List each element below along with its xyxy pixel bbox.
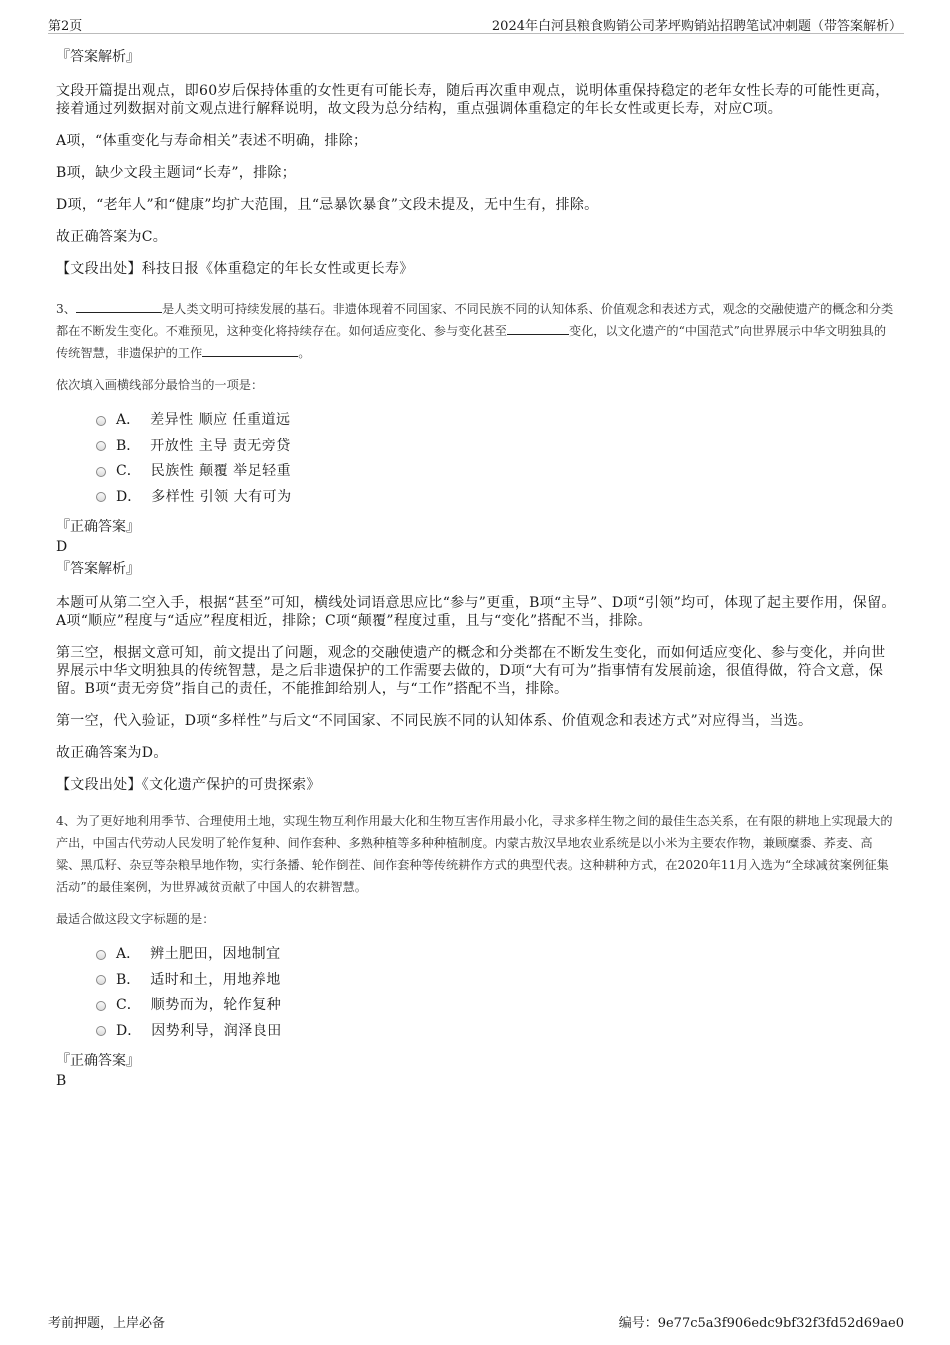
- option-list: [96, 408, 896, 510]
- analysis-paragraph: 本题可从第二空入手，根据“甚至”可知，横线处词语意思应比“参与”更重，B项“主导”、D项“引领”均可，体现了起主要作用，保留。A项“顺应”程度与“适应”程度相近，排除；C项“颠覆”程度过重，且与“变化”搭配不当，排除。: [56, 595, 896, 629]
- stem-text: 。: [298, 346, 311, 360]
- page-number: 第2页: [48, 19, 83, 34]
- stem-text: 变化，以文化遗产的“中国范式”向世界展示中华文明独具的传统智慧，非遗保护的工作: [56, 324, 887, 360]
- question-number: 3、: [56, 302, 76, 316]
- radio-icon[interactable]: [96, 975, 106, 985]
- footer-slogan: 考前押题，上岸必备: [48, 1316, 166, 1331]
- option-list: [96, 942, 896, 1044]
- analysis-label: 『答案解析』: [56, 561, 140, 577]
- radio-icon[interactable]: [96, 416, 106, 426]
- radio-icon[interactable]: [96, 1026, 106, 1036]
- analysis-paragraph: 文段开篇提出观点，即60岁后保持体重的女性更有可能长寿，随后再次重申观点，说明体重保持稳定的老年女性长寿的可能性更高，接着通过列数据对前文观点进行解释说明，故文段为总分结构，重点强调体重稳定的年长女性或更长寿，对应C项。: [56, 83, 890, 117]
- analysis-conclusion: 故正确答案为C。: [56, 229, 168, 245]
- radio-icon[interactable]: [96, 441, 106, 451]
- radio-icon[interactable]: [96, 950, 106, 960]
- question-stem: [56, 298, 896, 364]
- question-prompt: 依次填入画横线部分最恰当的一项是：: [56, 378, 264, 392]
- option-a[interactable]: A． 差异性 顺应 任重道远: [96, 408, 896, 434]
- analysis-paragraph: B项，缺少文段主题词“长寿”，排除；: [56, 165, 297, 181]
- option-c[interactable]: C． 顺势而为，轮作复种: [96, 993, 896, 1019]
- source-citation: 【文段出处】《文化遗产保护的可贵探索》: [56, 777, 321, 793]
- radio-icon[interactable]: [96, 492, 106, 502]
- option-b[interactable]: B． 适时和土，用地养地: [96, 968, 896, 994]
- answer-value: D: [56, 539, 68, 555]
- question-prompt: 最适合做这段文字标题的是：: [56, 912, 215, 926]
- analysis-paragraph: 第一空，代入验证，D项“多样性”与后文“不同国家、不同民族不同的认知体系、价值观念和表述方式”对应得当，当选。: [56, 713, 813, 729]
- stem-text: 是人类文明可持续发展的基石。非遗体现着不同国家、不同民族不同的认知体系、价值观念和表述方式，观念的交融使遗产的概念和分类都在不断发生变化。不难预见，这种变化将持续存在。如何适应变化、参与变化甚至: [56, 302, 894, 338]
- analysis-conclusion: 故正确答案为D。: [56, 745, 168, 761]
- radio-icon[interactable]: [96, 1001, 106, 1011]
- option-b[interactable]: B． 开放性 主导 责无旁贷: [96, 434, 896, 460]
- document-id: 编号：9e77c5a3f906edc9bf32f3fd52d69ae0: [618, 1316, 904, 1331]
- option-d[interactable]: D． 因势利导，润泽良田: [96, 1019, 896, 1045]
- analysis-paragraph: 第三空，根据文意可知，前文提出了问题，观念的交融使遗产的概念和分类都在不断发生变化，而如何适应变化、参与变化，并向世界展示中华文明独具的传统智慧，是之后非遗保护的工作需要去做的，D项“大有可为”指事情有发展前途，很值得做，符合文意，保留。B项“责无旁贷”指自己的责任，不能推卸给别人，与“工作”搭配不当，排除。: [56, 645, 886, 697]
- fill-blank: [76, 299, 162, 313]
- page-header: [48, 12, 904, 34]
- answer-label: 『正确答案』: [56, 519, 140, 535]
- option-a[interactable]: A． 辨土肥田，因地制宜: [96, 942, 896, 968]
- analysis-paragraph: D项，“老年人”和“健康”均扩大范围，且“忌暴饮暴食”文段未提及，无中生有，排除。: [56, 197, 599, 213]
- option-c[interactable]: C． 民族性 颠覆 举足轻重: [96, 459, 896, 485]
- analysis-paragraph: A项，“体重变化与寿命相关”表述不明确，排除；: [56, 133, 368, 149]
- option-d[interactable]: D． 多样性 引领 大有可为: [96, 485, 896, 511]
- document-body: [56, 44, 896, 1090]
- answer-value: B: [56, 1073, 67, 1089]
- fill-blank: [507, 321, 569, 335]
- fill-blank: [202, 343, 298, 357]
- document-title: 2024年白河县粮食购销公司茅坪购销站招聘笔试冲刺题（带答案解析）: [491, 19, 902, 34]
- source-citation: 【文段出处】科技日报《体重稳定的年长女性或更长寿》: [56, 261, 414, 277]
- radio-icon[interactable]: [96, 467, 106, 477]
- analysis-label: 『答案解析』: [56, 49, 140, 65]
- question-stem: 4、为了更好地利用季节、合理使用土地，实现生物互利作用最大化和生物互害作用最小化，寻求多样生物之间的最佳生态关系，在有限的耕地上实现最大的产出，中国古代劳动人民发明了轮作复种、间作套种、多熟种植等多种种植制度。内蒙古敖汉旱地农业系统是以小米为主要农作物，兼顾糜黍、荞麦、高粱、黑瓜籽、杂豆等杂粮旱地作物，实行条播、轮作倒茬、间作套种等传统耕作方式的典型代表。这种耕种方式，在2020年11月入选为“全球减贫案例征集活动”的最佳案例，为世界减贫贡献了中国人的农耕智慧。: [56, 814, 893, 894]
- answer-label: 『正确答案』: [56, 1053, 140, 1069]
